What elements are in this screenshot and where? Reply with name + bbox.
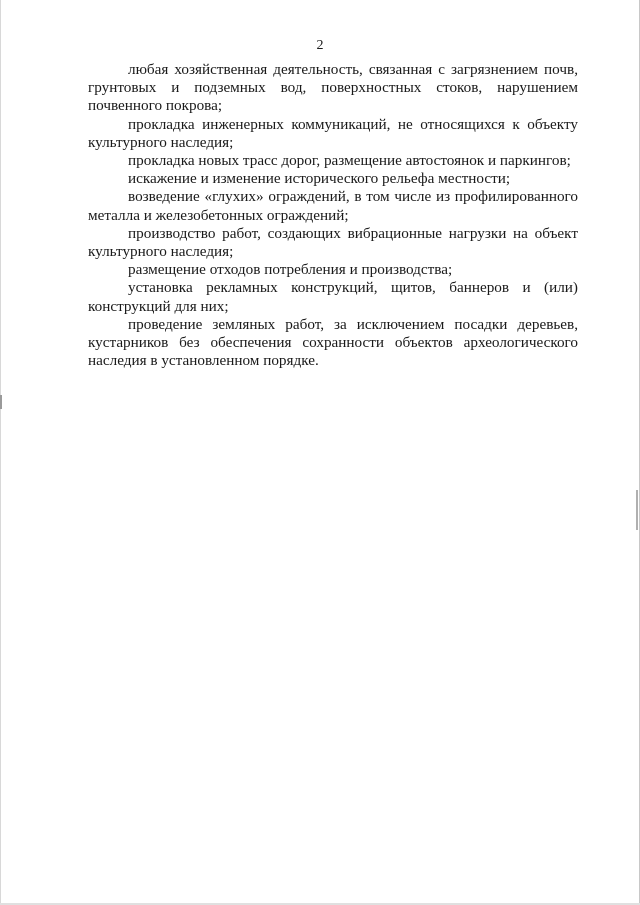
list-item-paragraph: производство работ, создающих вибрационные нагрузки на объект культурного наследия; xyxy=(88,224,578,261)
list-item-paragraph: прокладка инженерных коммуникаций, не относящихся к объекту культурного наследия; xyxy=(88,115,578,151)
page-number: 2 xyxy=(316,38,324,53)
list-item-paragraph: установка рекламных конструкций, щитов, баннеров и (или) конструкций для них; xyxy=(88,279,578,315)
scan-artifact-mark xyxy=(0,395,2,409)
list-item-paragraph: искажение и изменение исторического рельефа местности; xyxy=(128,170,511,188)
list-item-paragraph: возведение «глухих» ограждений, в том числе из профилированного металла и железобетонных ограждений; xyxy=(88,188,578,224)
list-item-paragraph: размещение отходов потребления и производства; xyxy=(128,261,453,279)
document-body xyxy=(88,61,578,370)
scan-edge-left xyxy=(0,0,1,905)
list-item-paragraph: проведение земляных работ, за исключением посадки деревьев, кустарников без обеспечения сохранности объектов археологического наследия в установленном порядке. xyxy=(88,315,578,370)
scan-artifact-mark xyxy=(636,490,638,530)
list-item-paragraph: любая хозяйственная деятельность, связанная с загрязнением почв, грунтовых и подземных вод, поверхностных стоков, нарушением почвенного покрова; xyxy=(88,61,578,115)
list-item-paragraph: прокладка новых трасс дорог, размещение автостоянок и паркингов; xyxy=(128,152,571,170)
